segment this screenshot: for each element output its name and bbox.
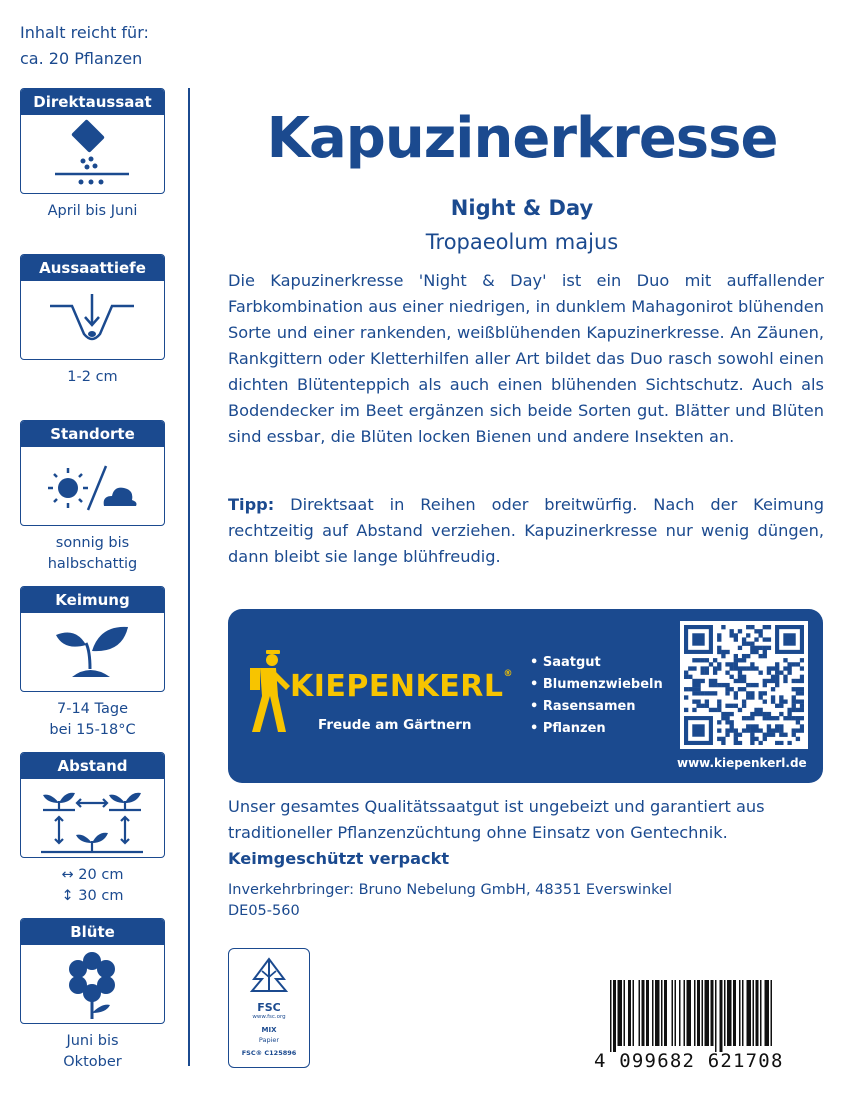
brand-slogan: Freude am Gärtnern xyxy=(318,717,472,733)
info-box-germination xyxy=(20,586,165,692)
seed-pack-icon xyxy=(21,115,163,193)
hiker-logo-icon xyxy=(246,650,292,734)
info-box-title: Aussaattiefe xyxy=(21,255,164,281)
tip-label: Tipp: xyxy=(228,495,275,514)
caption-line: 7-14 Tage xyxy=(57,701,128,717)
barcode xyxy=(608,980,826,1052)
latin-name: Tropaeolum majus xyxy=(425,230,619,254)
category-item: • Blumenzwiebeln xyxy=(530,674,663,696)
sowing-depth-icon xyxy=(21,281,163,359)
distributor-info xyxy=(228,880,672,922)
category-item: • Saatgut xyxy=(530,652,663,674)
variety-name: Night & Day xyxy=(450,196,594,220)
info-box-title: Standorte xyxy=(21,421,164,447)
info-box-sowing-depth xyxy=(20,254,165,360)
spacing-icon xyxy=(21,779,163,857)
fsc-paper: Papier xyxy=(258,1036,280,1044)
info-box-bloom xyxy=(20,918,165,1024)
caption-line: ↕ 30 cm xyxy=(61,888,124,904)
fsc-license: FSC® C125896 xyxy=(241,1049,297,1057)
info-box-caption xyxy=(10,1031,175,1073)
caption-line: halbschattig xyxy=(47,556,138,572)
fsc-website: www.fsc.org xyxy=(252,1014,286,1020)
content-amount xyxy=(20,20,149,72)
barcode-number: 4 099682 621708 xyxy=(594,1050,784,1072)
caption-line: April bis Juni xyxy=(47,203,138,219)
info-box-caption xyxy=(10,533,175,575)
sidebar-divider xyxy=(188,88,190,1066)
fsc-name: FSC xyxy=(257,1001,281,1014)
info-box-spacing xyxy=(20,752,165,858)
info-box-caption xyxy=(10,201,175,222)
sidebar xyxy=(0,0,188,1098)
category-item: • Pflanzen xyxy=(530,718,663,740)
content-amount-label: Inhalt reicht für: xyxy=(20,23,149,42)
website-url[interactable]: www.kiepenkerl.de xyxy=(677,756,807,770)
info-box-title: Keimung xyxy=(21,587,164,613)
sun-cloud-icon xyxy=(21,447,163,525)
seedling-icon xyxy=(21,613,163,691)
brand-logo xyxy=(290,669,513,704)
distributor-name: Inverkehrbringer: Bruno Nebelung GmbH, 48351 Everswinkel xyxy=(228,882,672,898)
info-box-title: Abstand xyxy=(21,753,164,779)
content-amount-value: ca. 20 Pflanzen xyxy=(20,49,143,68)
product-title: Kapuzinerkresse xyxy=(266,106,778,171)
info-box-caption xyxy=(10,699,175,741)
caption-line: Oktober xyxy=(63,1054,122,1070)
info-box-direct-sowing xyxy=(20,88,165,194)
brand-name: KIEPENKERL xyxy=(290,669,504,704)
caption-line: bei 15-18°C xyxy=(49,722,136,738)
qr-code[interactable] xyxy=(680,621,808,749)
registered-mark: ® xyxy=(503,669,513,679)
info-box-location xyxy=(20,420,165,526)
info-box-title: Direktaussaat xyxy=(21,89,164,115)
tip-text: Direktsaat in Reihen oder breitwürfig. Nach der Keimung rechtzeitig auf Abstand verziehen. Kapuzinerkresse nur wenig düngen, dann bleibt sie lange blühfreudig. xyxy=(228,495,824,566)
caption-line: ↔ 20 cm xyxy=(61,867,124,883)
fsc-mix: MIX xyxy=(261,1026,277,1034)
caption-line: Juni bis xyxy=(66,1033,119,1049)
fsc-tree-icon xyxy=(248,957,290,995)
caption-line: sonnig bis xyxy=(55,535,130,551)
quality-statement: Unser gesamtes Qualitätssaatgut ist ungebeizt und garantiert aus traditioneller Pflanzenzüchtung ohne Einsatz von Gentechnik. xyxy=(228,797,765,842)
fsc-label xyxy=(228,948,310,1068)
flower-icon xyxy=(21,945,163,1023)
info-box-title: Blüte xyxy=(21,919,164,945)
packaging-note: Keimgeschützt verpackt xyxy=(228,849,450,868)
category-item: • Rasensamen xyxy=(530,696,663,718)
info-box-caption xyxy=(10,367,175,388)
product-categories xyxy=(530,652,663,740)
product-description: Die Kapuzinerkresse 'Night & Day' ist ein Duo mit auffallender Farbkombination aus einer niedrigen, in dunklem Mahagonirot blühenden Sorte und einer rankenden, weißblühenden Kapuzinerkresse. An Zäunen, Rankgittern oder Kletterhilfen aller Art bildet das Duo rasch sowohl einen dichten Blütenteppich als auch einen blühenden Sichtschutz. Auch als Bodendecker im Beet ergänzen sich beide Sorten gut. Blätter und Blüten sind essbar, die Blüten locken Bienen und andere Insekten an. xyxy=(228,271,824,446)
info-box-caption xyxy=(10,865,175,907)
tip-paragraph xyxy=(228,492,824,570)
caption-line: 1-2 cm xyxy=(67,369,118,385)
control-code: DE05-560 xyxy=(228,903,300,919)
